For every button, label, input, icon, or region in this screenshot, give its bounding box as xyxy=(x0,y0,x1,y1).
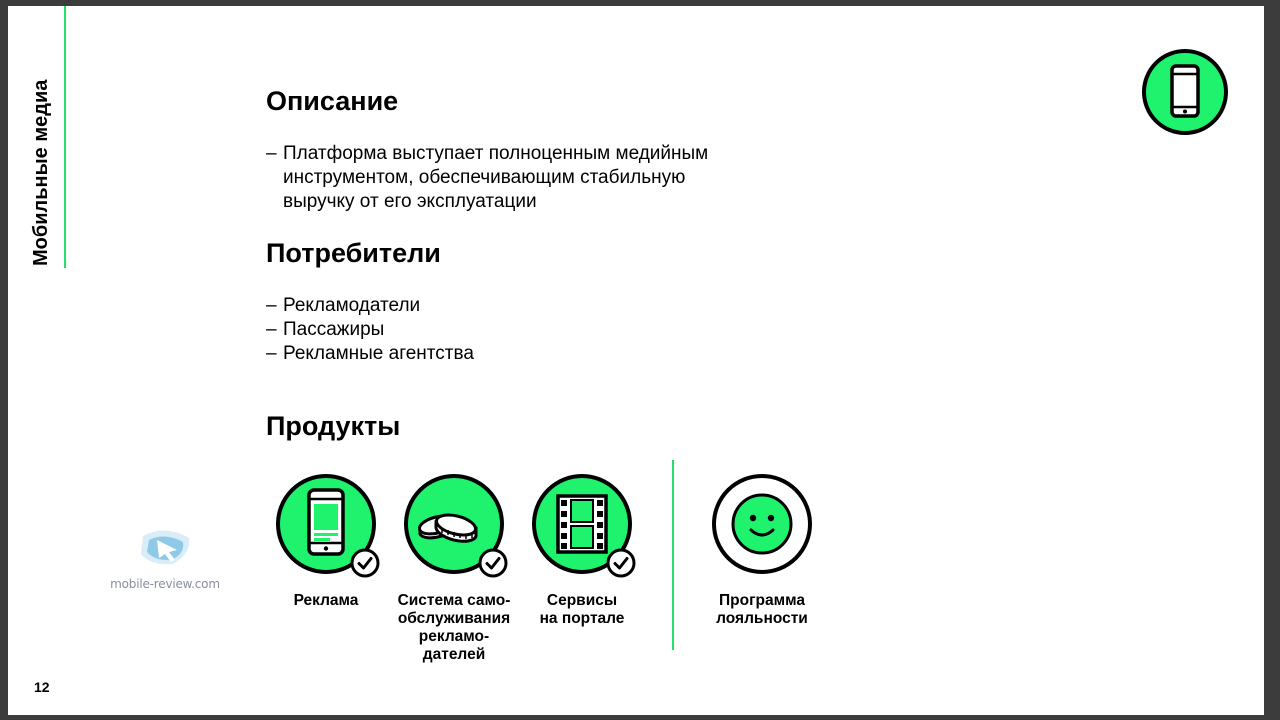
sidebar-accent-line xyxy=(64,6,66,268)
list-item: – Пассажиры xyxy=(266,318,474,342)
mobile-review-logo-icon xyxy=(133,524,197,570)
sidebar-section-title: Мобильные медиа xyxy=(30,79,52,266)
checkmark-icon xyxy=(478,548,508,578)
products-heading: Продукты xyxy=(266,411,401,441)
product-label: Сервисы на портале xyxy=(539,592,625,627)
product-advertising xyxy=(256,472,396,610)
product-portal-services xyxy=(512,472,652,628)
products-divider xyxy=(672,460,674,650)
product-label: Система само- обслуживания рекламо- дателей xyxy=(397,592,511,663)
watermark xyxy=(100,524,230,591)
watermark-text: mobile-review.com xyxy=(110,577,220,591)
consumers-list xyxy=(266,294,474,366)
consumers-heading: Потребители xyxy=(266,238,441,268)
checkmark-icon xyxy=(606,548,636,578)
product-self-service xyxy=(384,472,524,664)
page-number: 12 xyxy=(34,679,50,695)
mobile-phone-icon xyxy=(1141,48,1229,136)
list-item: – Рекламные агентства xyxy=(266,342,474,366)
description-item: – Платформа выступает полноценным медийным инструментом, обеспечивающим стабильную выручку от его эксплуатации xyxy=(266,142,708,214)
smiley-icon xyxy=(710,472,814,576)
product-loyalty-program xyxy=(692,472,832,628)
slide xyxy=(8,6,1264,715)
product-label: Реклама xyxy=(293,592,359,609)
product-label: Программа лояльности xyxy=(716,592,808,627)
checkmark-icon xyxy=(350,548,380,578)
list-item: – Рекламодатели xyxy=(266,294,474,318)
description-text xyxy=(266,142,708,214)
description-heading: Описание xyxy=(266,86,399,116)
